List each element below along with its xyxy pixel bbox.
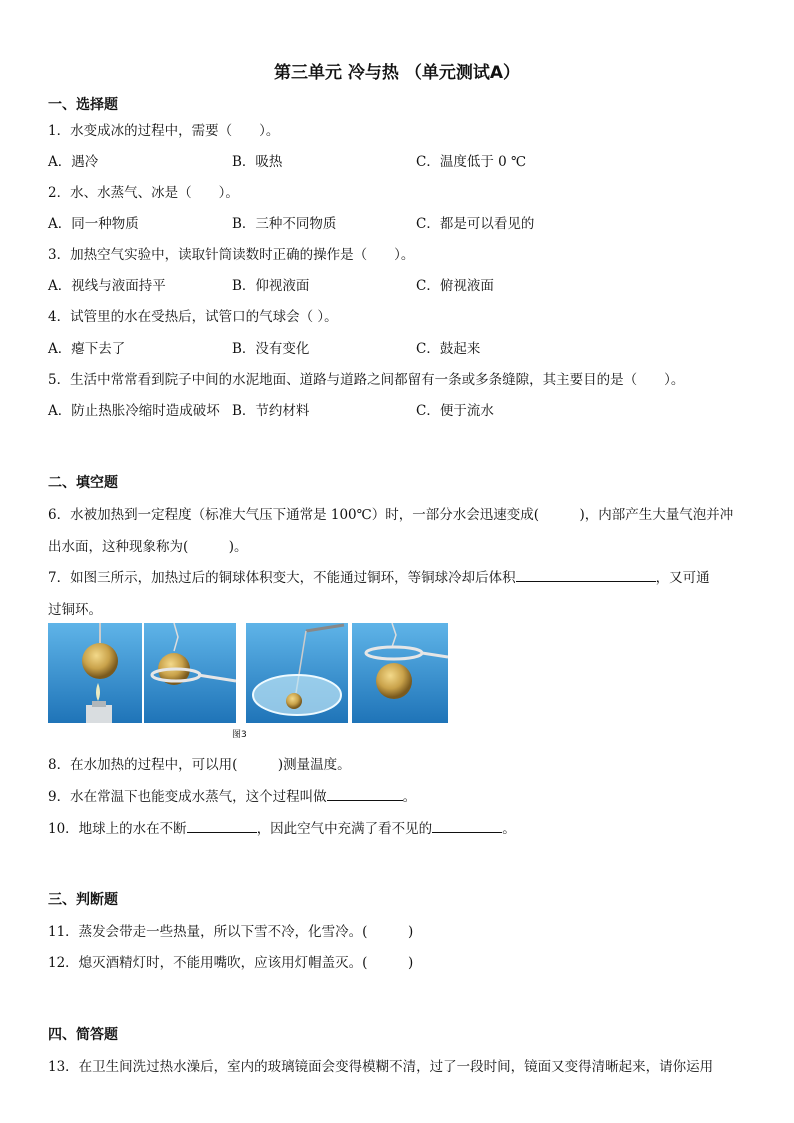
photo-ball-on-ring <box>144 623 236 723</box>
section-heading-fill-blank: 二、填空题 <box>48 475 118 491</box>
question-2-option-c: C．都是可以看见的 <box>416 216 535 232</box>
question-7-text-b: ，又可通 <box>655 570 710 586</box>
question-1-option-b: B．吸热 <box>232 154 283 170</box>
answer-blank <box>327 786 403 801</box>
question-2-option-b: B．三种不同物质 <box>232 216 337 232</box>
question-7-line-2: 过铜环。 <box>48 602 102 618</box>
question-2-option-a: A．同一种物质 <box>48 216 139 232</box>
question-9 <box>48 785 416 805</box>
question-7-line-1 <box>48 566 710 586</box>
photo-heating-ball <box>48 623 142 723</box>
question-2-stem: 2．水、水蒸气、冰是（ ）。 <box>48 185 239 201</box>
question-9-text-b: 。 <box>402 789 417 805</box>
question-4-option-b: B．没有变化 <box>232 341 310 357</box>
question-3-option-c: C．俯视液面 <box>416 278 494 294</box>
question-5-stem: 5．生活中常常看到院子中间的水泥地面、道路与道路之间都留有一条或多条缝隙，其主要目的是（ ）。 <box>48 372 685 388</box>
question-10 <box>48 817 516 837</box>
question-10-text-c: 。 <box>502 821 516 837</box>
question-4-stem: 4．试管里的水在受热后，试管口的气球会（ ）。 <box>48 309 338 325</box>
section-heading-judgment: 三、判断题 <box>48 892 118 908</box>
question-4-option-c: C．鼓起来 <box>416 341 481 357</box>
page-title: 第三单元 冷与热 （单元测试A） <box>274 63 520 83</box>
question-4-option-a: A．瘪下去了 <box>48 341 126 357</box>
question-9-text-a: 9．水在常温下也能变成水蒸气，这个过程叫做 <box>48 789 327 805</box>
figure-caption: 图3 <box>232 730 247 740</box>
question-3-option-b: B．仰视液面 <box>232 278 310 294</box>
question-5-option-a: A．防止热胀冷缩时造成破坏 <box>48 403 220 419</box>
section-heading-choice: 一、选择题 <box>48 97 118 113</box>
question-6-line-2: 出水面，这种现象称为( )。 <box>48 539 248 555</box>
question-3-stem: 3．加热空气实验中，读取针筒读数时正确的操作是（ ）。 <box>48 247 415 263</box>
question-8: 8．在水加热的过程中，可以用( )测量温度。 <box>48 757 351 773</box>
answer-blank <box>187 818 257 833</box>
question-7-text-a: 7．如图三所示，加热过后的铜球体积变大，不能通过铜环，等铜球冷却后体积 <box>48 570 516 586</box>
question-1-option-a: A．遇冷 <box>48 154 99 170</box>
photo-ball-through-ring <box>352 623 448 723</box>
question-5-option-c: C．便于流水 <box>416 403 494 419</box>
question-5-option-b: B．节约材料 <box>232 403 310 419</box>
answer-blank <box>432 818 502 833</box>
question-1-option-c: C．温度低于 0 ℃ <box>416 154 527 170</box>
answer-blank <box>516 567 656 582</box>
question-3-option-a: A．视线与液面持平 <box>48 278 166 294</box>
question-1-stem: 1．水变成冰的过程中，需要（ ）。 <box>48 123 280 139</box>
question-12: 12．熄灭酒精灯时，不能用嘴吹，应该用灯帽盖灭。( ) <box>48 955 414 971</box>
question-13: 13．在卫生间洗过热水澡后，室内的玻璃镜面会变得模糊不清，过了一段时间，镜面又变得清晰起来，请你运用 <box>48 1059 714 1075</box>
question-6-line-1: 6．水被加热到一定程度（标准大气压下通常是 100℃）时，一部分水会迅速变成( )，内部产生大量气泡并冲 <box>48 507 734 523</box>
question-10-text-b: ，因此空气中充满了看不见的 <box>256 821 433 837</box>
question-11: 11．蒸发会带走一些热量，所以下雪不冷，化雪冷。( ) <box>48 924 414 940</box>
photo-ball-in-water <box>246 623 348 723</box>
section-heading-short-answer: 四、简答题 <box>48 1027 118 1043</box>
question-10-text-a: 10．地球上的水在不断 <box>48 821 187 837</box>
